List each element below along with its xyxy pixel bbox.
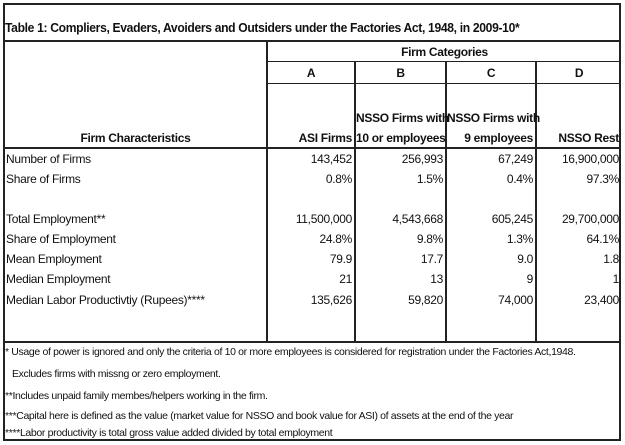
table-cell: 1: [612, 272, 619, 286]
table-cell: 4,543,668: [392, 212, 443, 226]
title-divider: [3, 40, 621, 42]
table-cell: 17.7: [420, 252, 443, 266]
letter-row-divider: [266, 83, 621, 84]
row-label-header: Firm Characteristics: [80, 131, 191, 145]
footnote-3: ***Capital here is defined as the value (market value for NSSO and book value for ASI) of assets at the end of the year: [5, 410, 514, 422]
header-bottom-divider: [3, 147, 621, 149]
row-label: Median Labor Productivtiy (Rupees)****: [6, 293, 205, 307]
table-cell: 9.8%: [416, 232, 443, 246]
table-cell: 74,000: [498, 293, 533, 307]
group-header-divider: [266, 61, 621, 62]
table-cell: 0.4%: [506, 172, 533, 186]
table-cell: 13: [430, 272, 443, 286]
table-cell: 1.8: [603, 252, 619, 266]
row-label: Share of Employment: [6, 232, 116, 246]
table-cell: 9: [526, 272, 533, 286]
table-cell: 21: [339, 272, 352, 286]
table-cell: 23,400: [584, 293, 619, 307]
column-letter-c: C: [486, 66, 496, 80]
column-letter-d: D: [574, 66, 584, 80]
table-cell: 9.0: [517, 252, 533, 266]
column-letter-a: A: [306, 66, 316, 80]
column-name-c-line1: NSSO Firms with: [447, 111, 540, 125]
row-label: Mean Employment: [6, 252, 102, 266]
footnote-2: **Includes unpaid family membes/helpers working in the firm.: [5, 390, 268, 402]
table-cell: 0.8%: [325, 172, 352, 186]
table-cell: 64.1%: [586, 232, 619, 246]
table-cell: 135,626: [310, 293, 352, 307]
table-title: Table 1: Compliers, Evaders, Avoiders and Outsiders under the Factories Act, 1948, in 2009-10*: [5, 21, 520, 35]
table-cell: 605,245: [491, 212, 533, 226]
table-cell: 59,820: [408, 293, 443, 307]
column-name-a: ASI Firms: [298, 131, 352, 145]
footnote-1-continued: Excludes firms with missng or zero employment.: [12, 368, 221, 380]
table-cell: 67,249: [498, 152, 533, 166]
footnote-4: ****Labor productivity is total gross value added divided by total employment: [5, 427, 333, 439]
table-cell: 1.3%: [506, 232, 533, 246]
table-cell: 143,452: [310, 152, 352, 166]
table-cell: 24.8%: [319, 232, 352, 246]
column-name-b-line2: 10 or employees: [356, 131, 446, 145]
table-cell: 79.9: [329, 252, 352, 266]
table-cell: 97.3%: [586, 172, 619, 186]
table-cell: 256,993: [401, 152, 443, 166]
firm-categories-header: Firm Categories: [401, 45, 488, 59]
column-name-d: NSSO Rest: [558, 131, 619, 145]
row-label: Median Employment: [6, 272, 111, 286]
table-cell: 29,700,000: [561, 212, 619, 226]
row-label: Share of Firms: [6, 172, 81, 186]
footnote-1: * Usage of power is ignored and only the criteria of 10 or more employees is considered for registration under the Factories Act,1948.: [5, 346, 576, 358]
table-cell: 11,500,000: [295, 212, 352, 226]
table-cell: 1.5%: [416, 172, 443, 186]
column-name-c-line2: 9 employees: [464, 131, 533, 145]
notes-divider: [3, 341, 621, 343]
row-label: Total Employment**: [6, 212, 106, 226]
table-cell: 16,900,000: [561, 152, 619, 166]
row-label: Number of Firms: [6, 152, 91, 166]
column-name-b-line1: NSSO Firms with: [356, 111, 449, 125]
column-letter-b: B: [396, 66, 405, 80]
